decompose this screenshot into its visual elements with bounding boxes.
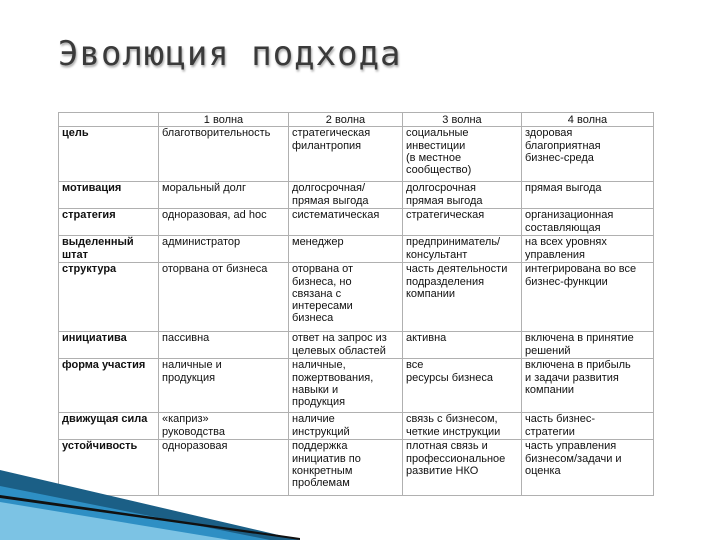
table-cell: часть бизнес- стратегии <box>522 413 654 440</box>
page-title: Эволюция подхода <box>58 34 402 74</box>
header-cell-wave-2: 2 волна <box>289 113 403 127</box>
table-cell: здоровая благоприятная бизнес-среда <box>522 127 654 182</box>
table-cell: интегрирована во все бизнес-функции <box>522 263 654 332</box>
table-cell: стратегическая <box>403 209 522 236</box>
row-label-strategy: стратегия <box>59 209 159 236</box>
table-cell: все ресурсы бизнеса <box>403 359 522 413</box>
row-label-motivation: мотивация <box>59 182 159 209</box>
comparison-table-container <box>58 112 653 496</box>
table-cell: наличие инструкций <box>289 413 403 440</box>
table-row <box>59 209 654 236</box>
table-cell: оторвана от бизнеса <box>159 263 289 332</box>
table-cell: моральный долг <box>159 182 289 209</box>
table-header-row <box>59 113 654 127</box>
table-cell: менеджер <box>289 236 403 263</box>
header-cell-wave-1: 1 волна <box>159 113 289 127</box>
table-cell: социальные инвестиции (в местное сообщество) <box>403 127 522 182</box>
table-cell: благотворительность <box>159 127 289 182</box>
header-cell-corner <box>59 113 159 127</box>
table-row <box>59 236 654 263</box>
row-label-staff: выделенный штат <box>59 236 159 263</box>
decorative-wave-graphic <box>0 450 300 540</box>
table-cell: одноразовая, ad hoc <box>159 209 289 236</box>
row-label-structure: структура <box>59 263 159 332</box>
table-cell: связь с бизнесом, четкие инструкции <box>403 413 522 440</box>
table-cell: пассивна <box>159 332 289 359</box>
row-label-goal: цель <box>59 127 159 182</box>
table-row <box>59 127 654 182</box>
table-cell: стратегическая филантропия <box>289 127 403 182</box>
table-cell: оторвана от бизнеса, но связана с интересами бизнеса <box>289 263 403 332</box>
table-cell: часть деятельности подразделения компании <box>403 263 522 332</box>
table-cell: прямая выгода <box>522 182 654 209</box>
header-cell-wave-3: 3 волна <box>403 113 522 127</box>
table-cell: долгосрочная прямая выгода <box>403 182 522 209</box>
table-cell: включена в прибыль и задачи развития компании <box>522 359 654 413</box>
table-cell: организационная составляющая <box>522 209 654 236</box>
table-row <box>59 359 654 413</box>
header-cell-wave-4: 4 волна <box>522 113 654 127</box>
table-cell: администратор <box>159 236 289 263</box>
table-row <box>59 263 654 332</box>
table-row <box>59 182 654 209</box>
table-cell: наличные и продукция <box>159 359 289 413</box>
table-cell: наличные, пожертвования, навыки и продукция <box>289 359 403 413</box>
table-cell: на всех уровнях управления <box>522 236 654 263</box>
table-cell: одноразовая <box>159 440 289 496</box>
table-cell: плотная связь и профессиональное развитие НКО <box>403 440 522 496</box>
table-cell: ответ на запрос из целевых областей <box>289 332 403 359</box>
table-cell: активна <box>403 332 522 359</box>
table-row <box>59 332 654 359</box>
table-row <box>59 413 654 440</box>
table-cell: систематическая <box>289 209 403 236</box>
table-cell: часть управления бизнесом/задачи и оценка <box>522 440 654 496</box>
table-cell: долгосрочная/ прямая выгода <box>289 182 403 209</box>
row-label-participation: форма участия <box>59 359 159 413</box>
table-cell: «каприз» руководства <box>159 413 289 440</box>
row-label-initiative: инициатива <box>59 332 159 359</box>
row-label-sustainability: устойчивость <box>59 440 159 496</box>
row-label-driver: движущая сила <box>59 413 159 440</box>
table-cell: предприниматель/ консультант <box>403 236 522 263</box>
table-cell: включена в принятие решений <box>522 332 654 359</box>
table-cell: поддержка инициатив по конкретным проблемам <box>289 440 403 496</box>
comparison-table <box>58 112 654 496</box>
